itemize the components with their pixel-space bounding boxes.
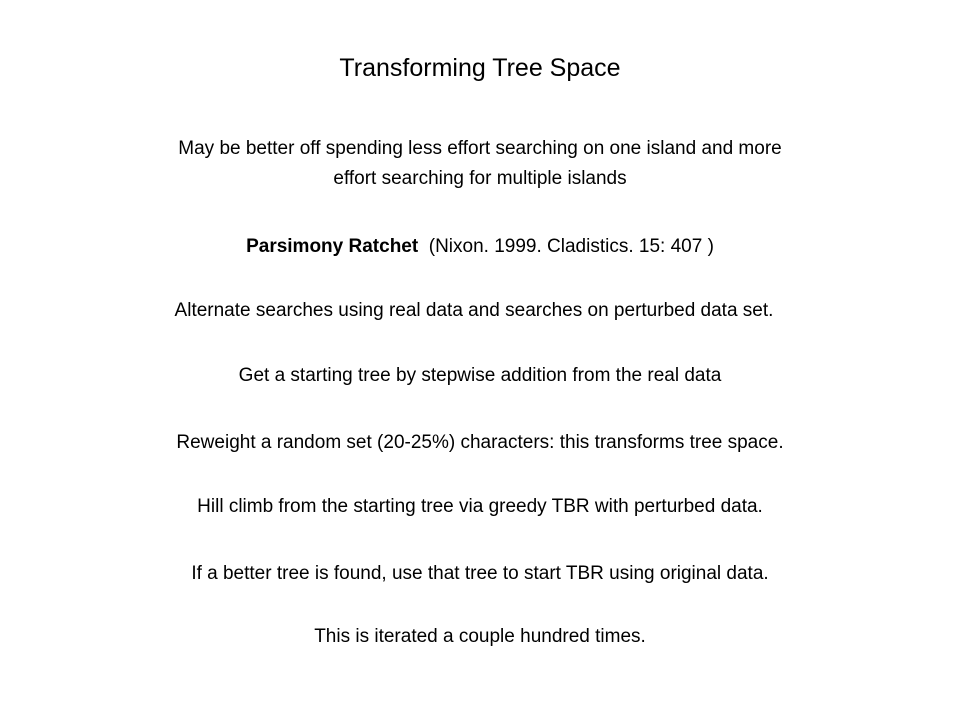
ratchet-name: Parsimony Ratchet (246, 236, 419, 257)
point-reweight: Reweight a random set (20-25%) characters: this transforms tree space. (176, 432, 784, 453)
point-iterated: This is iterated a couple hundred times. (314, 626, 646, 647)
slide-title: Transforming Tree Space (339, 54, 621, 82)
point-better-tree: If a better tree is found, use that tree to start TBR using original data. (191, 563, 769, 584)
intro-line-1: May be better off spending less effort searching on one island and more (178, 138, 782, 159)
ratchet-citation: (Nixon. 1999. Cladistics. 15: 407 ) (418, 236, 714, 257)
point-hill-climb: Hill climb from the starting tree via greedy TBR with perturbed data. (197, 496, 763, 517)
ratchet-reference (0, 234, 960, 260)
point-alternate-searches: Alternate searches using real data and searches on perturbed data set. (174, 300, 774, 321)
intro-line-2: effort searching for multiple islands (333, 168, 627, 189)
point-starting-tree: Get a starting tree by stepwise addition from the real data (238, 365, 722, 386)
